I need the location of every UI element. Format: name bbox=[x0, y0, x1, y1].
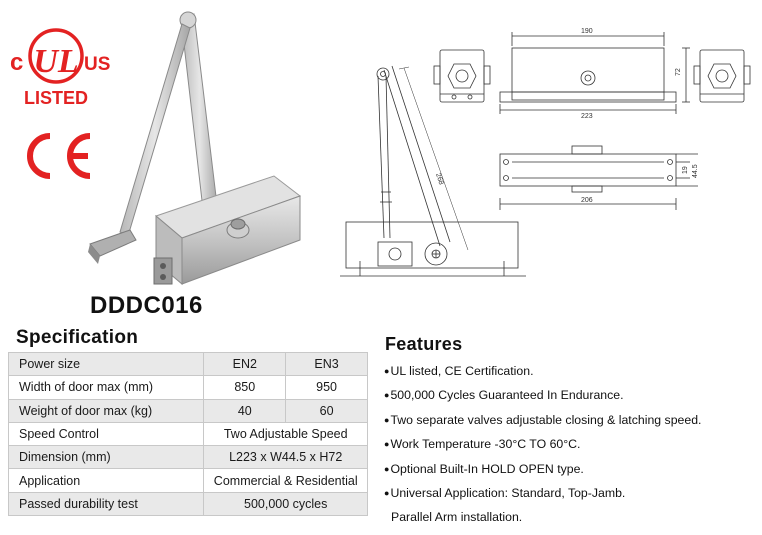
feature-text: 500,000 Cycles Guaranteed In Endurance. bbox=[390, 388, 624, 403]
table-row bbox=[9, 376, 368, 399]
feature-text: Two separate valves adjustable closing & latching speed. bbox=[390, 412, 702, 427]
feature-text: UL listed, CE Certification. bbox=[390, 364, 534, 378]
dim-19: 19 bbox=[682, 166, 689, 174]
spec-value: Two Adjustable Speed bbox=[204, 422, 368, 445]
table-row bbox=[9, 469, 368, 492]
spec-value: Commercial & Residential bbox=[204, 469, 368, 492]
table-row bbox=[9, 446, 368, 469]
bullet-icon: ● bbox=[384, 414, 390, 425]
spec-label: Power size bbox=[9, 353, 204, 376]
dim-190: 190 bbox=[581, 28, 593, 35]
ul-us-text: US bbox=[84, 54, 111, 75]
dim-72: 72 bbox=[675, 68, 682, 76]
spec-value: 950 bbox=[286, 376, 368, 399]
spec-value: 500,000 cycles bbox=[204, 492, 368, 515]
list-item bbox=[384, 413, 754, 437]
spec-value: L223 x W44.5 x H72 bbox=[204, 446, 368, 469]
feature-continuation: Parallel Arm installation. bbox=[391, 510, 523, 525]
technical-drawing bbox=[340, 6, 756, 282]
spec-value: EN2 bbox=[204, 353, 286, 376]
list-item bbox=[384, 364, 754, 388]
list-item bbox=[384, 462, 754, 486]
bullet-icon: ● bbox=[384, 439, 390, 450]
spec-label: Dimension (mm) bbox=[9, 446, 204, 469]
features-list bbox=[384, 364, 754, 535]
dim-268: 268 bbox=[434, 172, 445, 186]
ul-c-text: c bbox=[10, 49, 24, 76]
table-row bbox=[9, 399, 368, 422]
spec-label: Passed durability test bbox=[9, 492, 204, 515]
bullet-icon: ● bbox=[384, 463, 390, 474]
model-number: DDDC016 bbox=[90, 292, 203, 319]
ul-listed-text: LISTED bbox=[23, 88, 89, 108]
dim-206: 206 bbox=[581, 197, 593, 204]
spec-label: Application bbox=[9, 469, 204, 492]
features-heading: Features bbox=[385, 334, 463, 354]
feature-text: Universal Application: Standard, Top-Jamb. bbox=[390, 485, 626, 500]
dim-223: 223 bbox=[581, 113, 593, 120]
spec-label: Width of door max (mm) bbox=[9, 376, 204, 399]
ce-c-shape bbox=[30, 136, 50, 176]
list-item bbox=[384, 486, 754, 510]
table-row bbox=[9, 492, 368, 515]
spec-value: 60 bbox=[286, 399, 368, 422]
spec-value: EN3 bbox=[286, 353, 368, 376]
feature-text: Optional Built-In HOLD OPEN type. bbox=[390, 461, 584, 476]
dim-44-5: 44.5 bbox=[692, 164, 699, 178]
ul-text: UL bbox=[33, 43, 79, 80]
table-row bbox=[9, 353, 368, 376]
spec-value: 850 bbox=[204, 376, 286, 399]
bullet-icon: ● bbox=[384, 390, 390, 401]
table-row bbox=[9, 422, 368, 445]
feature-text: Work Temperature -30°C TO 60°C. bbox=[390, 437, 581, 452]
spec-label: Speed Control bbox=[9, 422, 204, 445]
bullet-icon: ● bbox=[384, 487, 390, 498]
spec-label: Weight of door max (kg) bbox=[9, 399, 204, 422]
spec-value: 40 bbox=[204, 399, 286, 422]
bullet-icon: ● bbox=[384, 366, 390, 376]
specification-heading: Specification bbox=[16, 327, 139, 348]
list-item bbox=[384, 388, 754, 412]
specification-table bbox=[8, 352, 368, 516]
door-closer-photo bbox=[78, 8, 318, 288]
list-item bbox=[384, 437, 754, 461]
